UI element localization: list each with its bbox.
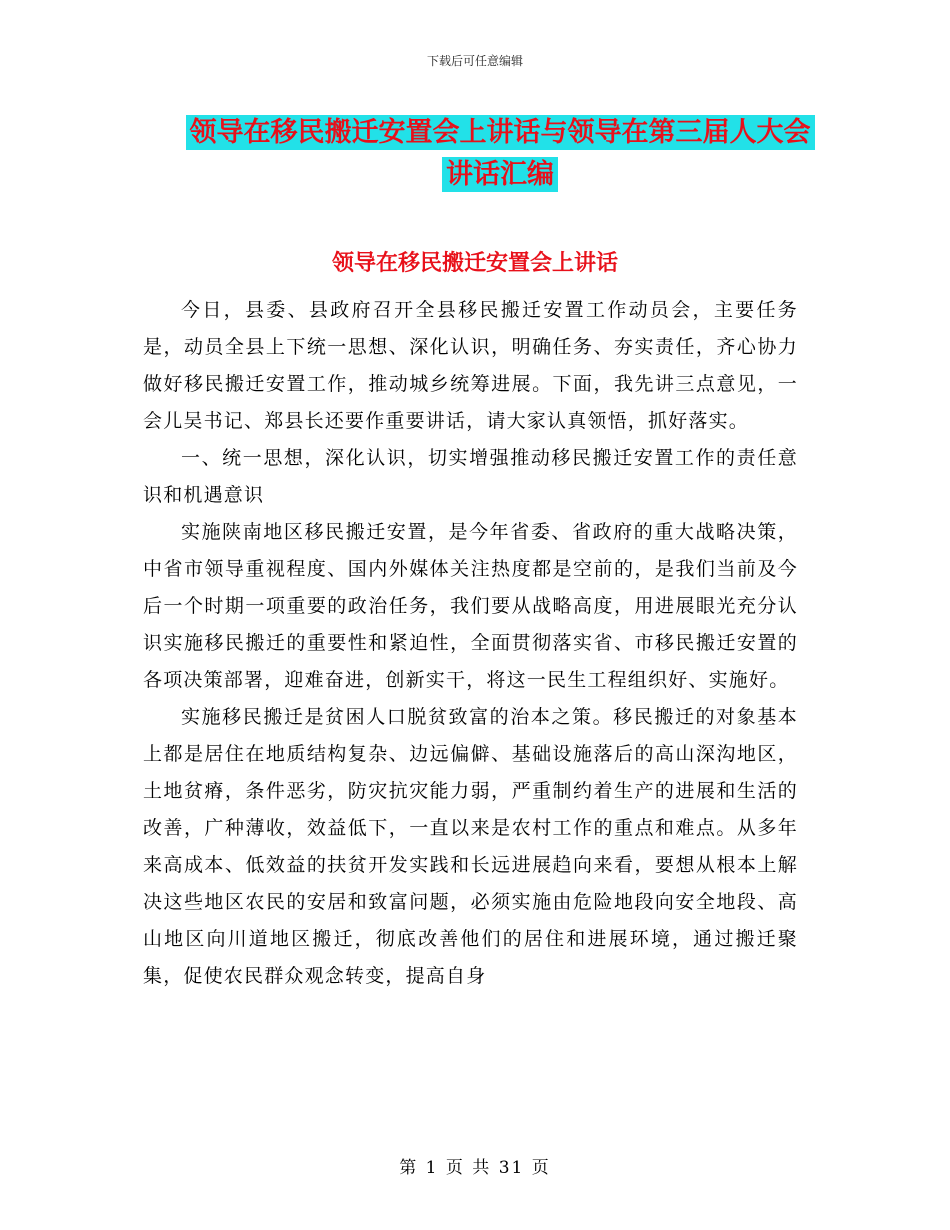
document-title-line-1 [140, 110, 860, 156]
header-note: 下载后可任意编辑 [426, 54, 523, 68]
paragraph: 实施陕南地区移民搬迁安置，是今年省委、省政府的重大战略决策，中省市领导重视程度、国内外媒体关注热度都是空前的，是我们当前及今后一个时期一项重要的政治任务，我们要从战略高度，用进展眼光充分认识实施移民搬迁的重要性和紧迫性，全面贯彻落实省、市移民搬迁安置的各项决策部署，迎难奋进，创新实干，将这一民生工程组织好、实施好。 [143, 521, 798, 691]
document-title-line-2 [140, 152, 860, 198]
section-title: 领导在移民搬迁安置会上讲话 [331, 251, 618, 276]
document-title-line-1-text: 领导在移民搬迁安置会上讲话与领导在第三届人大会 [186, 115, 815, 150]
paragraph: 今日，县委、县政府召开全县移民搬迁安置工作动员会，主要任务是，动员全县上下统一思想、深化认识，明确任务、夯实责任，齐心协力做好移民搬迁安置工作，推动城乡统筹进展。下面，我先讲三点意见，一会儿吴书记、郑县长还要作重要讲话，请大家认真领悟，抓好落实。 [143, 299, 798, 432]
body-text [143, 292, 798, 995]
page-number: 第 1 页 共 31 页 [399, 1158, 551, 1178]
document-title-line-2-text: 讲话汇编 [442, 157, 558, 192]
paragraph: 一、统一思想，深化认识，切实增强推动移民搬迁安置工作的责任意识和机遇意识 [143, 447, 798, 506]
paragraph: 实施移民搬迁是贫困人口脱贫致富的治本之策。移民搬迁的对象基本上都是居住在地质结构复杂、边远偏僻、基础设施落后的高山深沟地区，土地贫瘠，条件恶劣，防灾抗灾能力弱，严重制约着生产的进展和生活的改善，广种薄收，效益低下，一直以来是农村工作的重点和难点。从多年来高成本、低效益的扶贫开发实践和长远进展趋向来看，要想从根本上解决这些地区农民的安居和致富问题，必须实施由危险地段向安全地段、高山地区向川道地区搬迁，彻底改善他们的居住和进展环境，通过搬迁聚集，促使农民群众观念转变，提高自身 [143, 706, 798, 987]
